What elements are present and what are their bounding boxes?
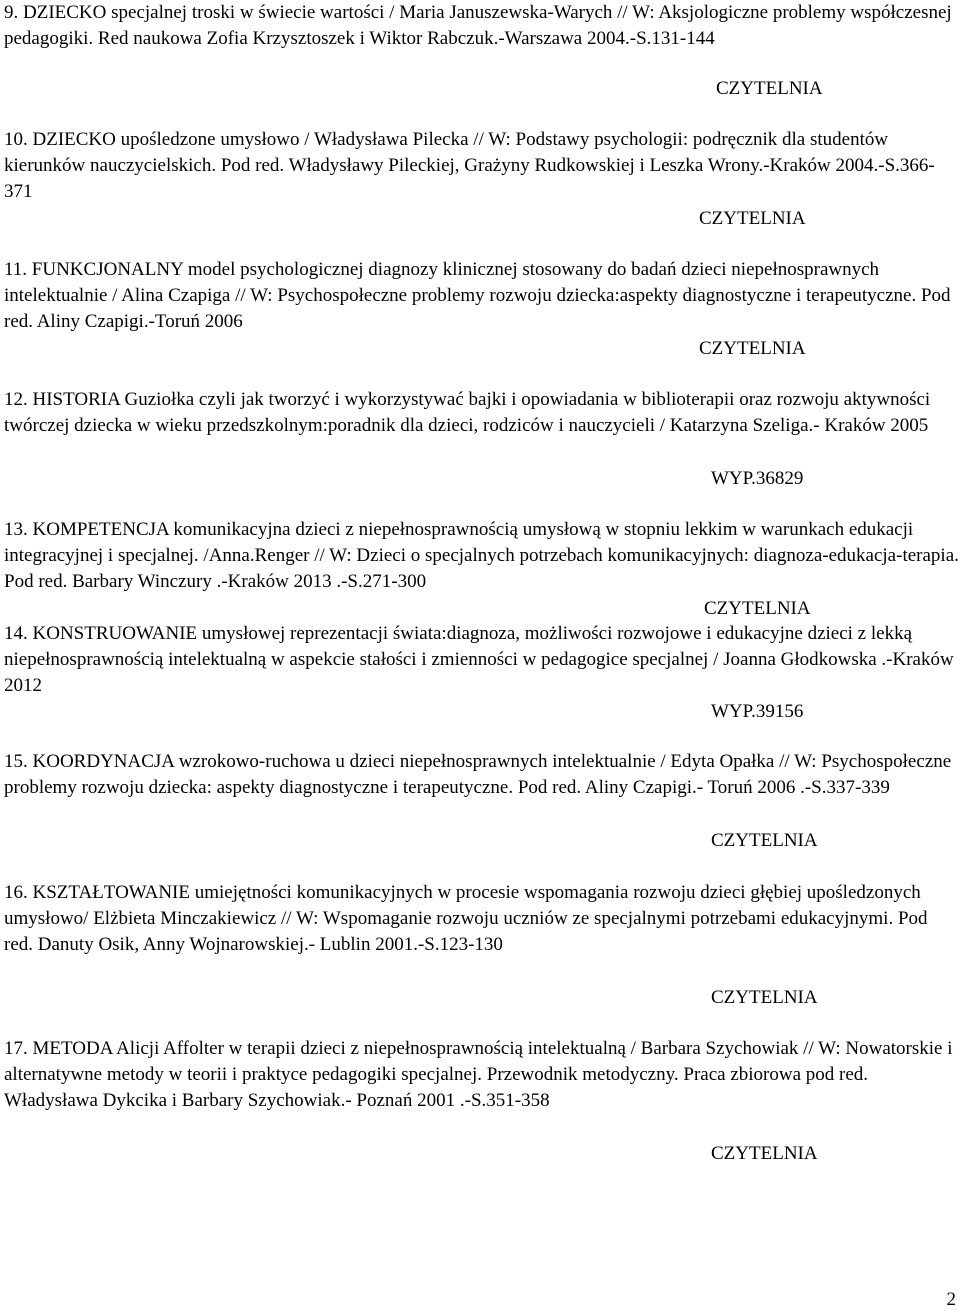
entry-text	[4, 621, 960, 699]
bibliography-entry	[4, 387, 960, 439]
bibliography-entry	[4, 880, 960, 958]
bibliography-entry	[4, 517, 960, 595]
bibliography-entry	[4, 0, 960, 52]
entry-text	[4, 257, 960, 335]
entry-text	[4, 387, 960, 439]
entry-location: WYP.36829	[711, 468, 804, 489]
bibliography-entry	[4, 257, 960, 335]
bibliography-entry	[4, 749, 960, 801]
entry-description: METODA Alicji Affolter w terapii dzieci z niepełnosprawnością intelektualną / Barbara Szychowiak // W: Nowatorskie i alternatywne metody w teorii i praktyce pedagogiki specjalnej. Przewodnik metodyczny. Praca zbiorowa pod red. Władysława Dykcika i Barbary Szychowiak.- Poznań 2001 .-S.351-358	[4, 1038, 953, 1111]
entry-description: HISTORIA Guziołka czyli jak tworzyć i wykorzystywać bajki i opowiadania w biblioterapii oraz rozwoju aktywności twórczej dziecka w wieku przedszkolnym:poradnik dla dzieci, rodziców i nauczycieli / Katarzyna Szeliga.- Kraków 2005	[4, 389, 931, 436]
entry-location: CZYTELNIA	[699, 338, 806, 359]
entry-text	[4, 127, 960, 205]
entry-number: 10.	[4, 129, 28, 150]
entry-text	[4, 0, 960, 52]
entry-text	[4, 517, 960, 595]
entry-number: 9.	[4, 2, 19, 23]
bibliography-entry	[4, 127, 960, 205]
page-number: 2	[946, 1289, 956, 1310]
entry-location: WYP.39156	[711, 701, 804, 722]
entry-description: KOORDYNACJA wzrokowo-ruchowa u dzieci niepełnosprawnych intelektualnie / Edyta Opałka // W: Psychospołeczne problemy rozwoju dziecka: aspekty diagnostyczne i terapeutyczne. Pod red. Aliny Czapigi.- Toruń 2006 .-S.337-339	[4, 751, 952, 798]
entry-location: CZYTELNIA	[711, 1143, 818, 1164]
entry-number: 15.	[4, 751, 28, 772]
entry-location: CZYTELNIA	[704, 598, 811, 619]
bibliography-entry	[4, 1036, 960, 1114]
entry-description: KOMPETENCJA komunikacyjna dzieci z niepełnosprawnością umysłową w stopniu lekkim w warunkach edukacji integracyjnej i specjalnej. /Anna.Renger // W: Dzieci o specjalnych potrzebach komunikacyjnych: diagnoza-edukacja-terapia. Pod red. Barbary Winczury .-Kraków 2013 .-S.271-300	[4, 519, 959, 592]
entry-number: 16.	[4, 882, 28, 903]
entry-description: DZIECKO upośledzone umysłowo / Władysława Pilecka // W: Podstawy psychologii: podręcznik dla studentów kierunków nauczycielskich. Pod red. Władysławy Pileckiej, Grażyny Rudkowskiej i Leszka Wrony.-Kraków 2004.-S.366-371	[4, 129, 935, 202]
entry-description: KSZTAŁTOWANIE umiejętności komunikacyjnych w procesie wspomagania rozwoju dzieci głębiej upośledzonych umysłowo/ Elżbieta Minczakiewicz // W: Wspomaganie rozwoju uczniów ze specjalnymi potrzebami edukacyjnymi. Pod red. Danuty Osik, Anny Wojnarowskiej.- Lublin 2001.-S.123-130	[4, 882, 928, 955]
entry-number: 17.	[4, 1038, 28, 1059]
entry-number: 13.	[4, 519, 28, 540]
entry-description: DZIECKO specjalnej troski w świecie wartości / Maria Januszewska-Warych // W: Aksjologiczne problemy współczesnej pedagogiki. Red naukowa Zofia Krzysztoszek i Wiktor Rabczuk.-Warszawa 2004.-S.131-144	[4, 2, 952, 49]
entry-number: 14.	[4, 623, 28, 644]
entry-text	[4, 880, 960, 958]
entry-location: CZYTELNIA	[699, 208, 806, 229]
entry-number: 12.	[4, 389, 28, 410]
entry-description: KONSTRUOWANIE umysłowej reprezentacji świata:diagnoza, możliwości rozwojowe i edukacyjne dzieci z lekką niepełnosprawnością intelektualną w aspekcie stałości i zmienności w pedagogice specjalnej / Joanna Głodkowska .-Kraków 2012	[4, 623, 954, 696]
entry-number: 11.	[4, 259, 28, 280]
entry-location: CZYTELNIA	[711, 830, 818, 851]
entry-text	[4, 1036, 960, 1114]
bibliography-entry	[4, 621, 960, 699]
entry-text	[4, 749, 960, 801]
entry-location: CZYTELNIA	[716, 78, 823, 99]
entry-location: CZYTELNIA	[711, 987, 818, 1008]
entry-description: FUNKCJONALNY model psychologicznej diagnozy klinicznej stosowany do badań dzieci niepełnosprawnych intelektualnie / Alina Czapiga // W: Psychospołeczne problemy rozwoju dziecka:aspekty diagnostyczne i terapeutyczne. Pod red. Aliny Czapigi.-Toruń 2006	[4, 259, 951, 332]
